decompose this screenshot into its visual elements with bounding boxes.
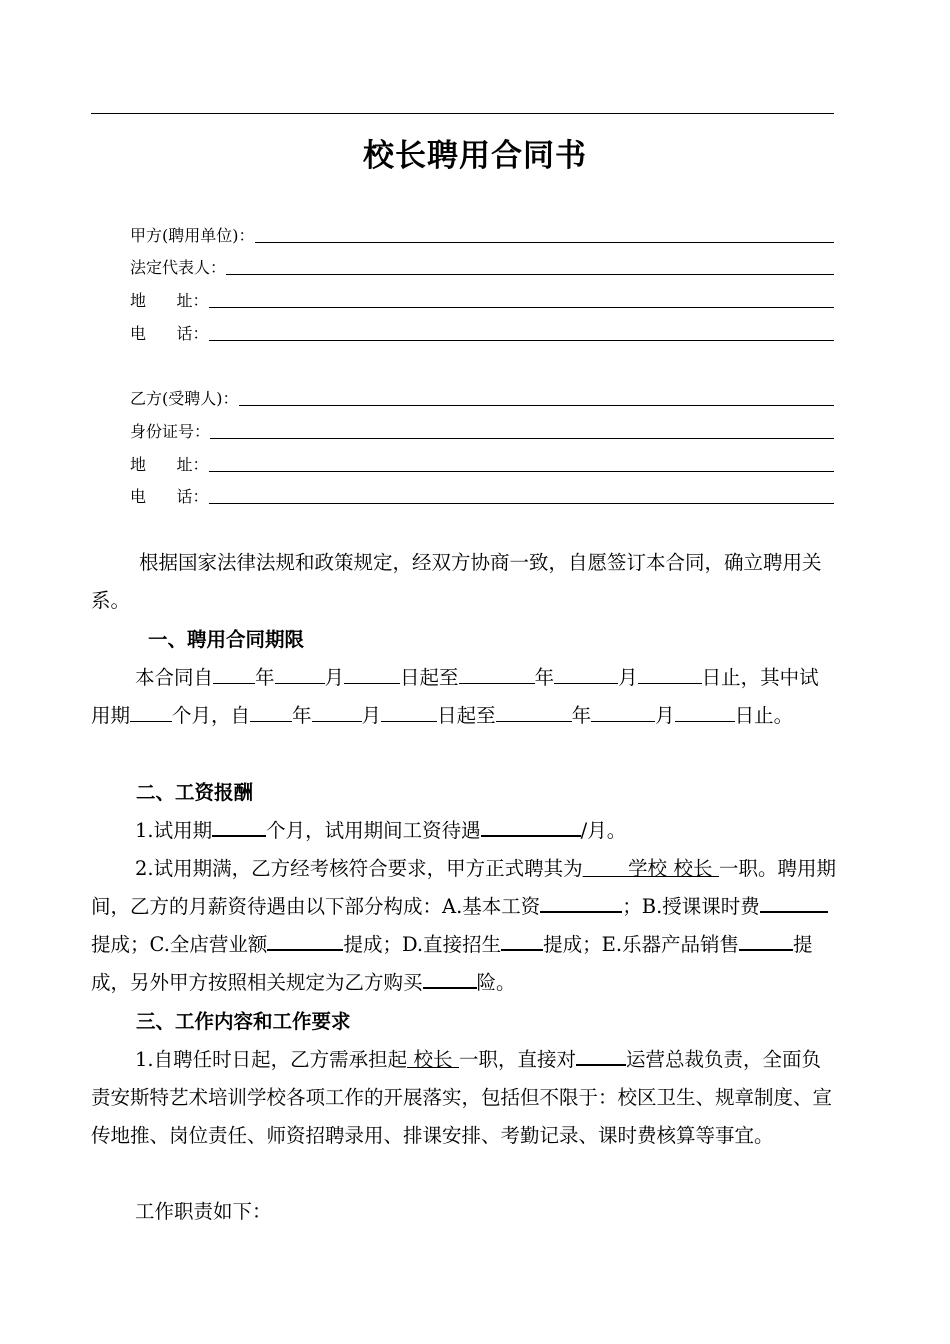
text: 日止，其 xyxy=(701,666,780,689)
party-a-phone-label: 电 话： xyxy=(130,324,209,343)
party-b-address-line[interactable] xyxy=(209,471,834,472)
text: 年 xyxy=(534,666,555,689)
text: 提成；E.乐器产品销售 xyxy=(543,933,740,956)
blank[interactable] xyxy=(212,817,266,837)
blank[interactable] xyxy=(675,703,735,722)
blank[interactable] xyxy=(130,703,172,722)
party-a-address-line[interactable] xyxy=(209,307,834,308)
party-a-address-field[interactable] xyxy=(130,286,834,310)
party-a-unit-field[interactable] xyxy=(130,221,834,245)
top-rule xyxy=(91,113,834,114)
party-b-id-field[interactable] xyxy=(130,417,834,441)
party-a-address-label: 地 址： xyxy=(130,291,209,310)
section-2-heading: 二、工资报酬 xyxy=(136,781,254,804)
text: 年 xyxy=(292,704,312,727)
party-a-unit-label: 甲方(聘用单位)： xyxy=(130,226,255,245)
blank[interactable] xyxy=(267,931,343,951)
post-text: 校长 xyxy=(413,1048,453,1071)
text: 一职，直接对 xyxy=(459,1048,577,1071)
party-a-rep-label: 法定代表人： xyxy=(130,258,227,277)
blank[interactable] xyxy=(213,665,255,684)
document-title: 校长聘用合同书 xyxy=(363,138,587,174)
party-b-phone-line[interactable] xyxy=(209,503,834,504)
post-field[interactable] xyxy=(667,857,719,880)
party-a-unit-line[interactable] xyxy=(255,242,835,243)
text: 运营总裁负责，全面负责安斯特艺术培训学校各项工作的开展落实，包括但不限于：校区卫生、规章制度、宣传地推、岗位责任、师资招聘录用、排课安排、考勤记录、课时费核算等事宜。 xyxy=(91,1048,833,1147)
blank[interactable] xyxy=(312,703,362,722)
blank[interactable] xyxy=(739,931,793,951)
blank[interactable] xyxy=(423,969,477,989)
party-b-phone-field[interactable] xyxy=(130,482,834,506)
section-1-heading: 一、聘用合同期限 xyxy=(148,628,305,651)
party-b-address-label: 地 址： xyxy=(130,455,209,474)
text: 提成；C.全店营业额 xyxy=(91,933,268,956)
text: 中试用期 xyxy=(91,666,819,727)
text: 日起至 xyxy=(400,666,459,689)
section-3-heading: 三、工作内容和工作要求 xyxy=(136,1010,351,1033)
text: 本合同自 xyxy=(135,666,214,689)
text: 日起至 xyxy=(437,704,496,727)
party-a-rep-field[interactable] xyxy=(130,253,834,277)
text: 个月，自 xyxy=(172,704,251,727)
blank[interactable] xyxy=(381,703,437,722)
text: 年 xyxy=(255,666,275,689)
text: 一职。聘用期间，乙方的月薪资待遇由以下部分构成：A.基本工资 xyxy=(91,857,836,918)
duties-intro: 工作职责如下： xyxy=(135,1200,272,1223)
party-b-id-line[interactable] xyxy=(210,438,834,439)
blank[interactable] xyxy=(501,931,543,951)
post-field[interactable] xyxy=(407,1048,459,1071)
party-b-id-label: 身份证号： xyxy=(130,422,211,441)
text: 月 xyxy=(361,704,382,727)
party-b-phone-label: 电 话： xyxy=(130,487,209,506)
party-b-name-line[interactable] xyxy=(239,405,835,406)
blank[interactable] xyxy=(344,665,400,684)
party-a-phone-field[interactable] xyxy=(130,319,834,343)
section-3-item-1 xyxy=(91,1041,836,1155)
section-2-item-1 xyxy=(91,812,836,850)
text: 提成，另外甲方按照相关规定为乙方购买 xyxy=(91,933,813,994)
blank[interactable] xyxy=(275,665,325,684)
text: /月。 xyxy=(580,819,627,842)
text: 月 xyxy=(655,704,675,727)
text: 提成；D.直接招生 xyxy=(343,933,502,956)
text: 年 xyxy=(571,704,592,727)
party-b-name-label: 乙方(受聘人)： xyxy=(130,389,239,408)
text: 险。 xyxy=(476,971,516,994)
party-b-address-field[interactable] xyxy=(130,450,834,474)
school-field[interactable] xyxy=(583,857,667,880)
text: ；B.授课课时费 xyxy=(622,895,760,918)
text: 月 xyxy=(324,666,345,689)
blank[interactable] xyxy=(459,665,535,684)
blank[interactable] xyxy=(576,1046,626,1066)
text: 1.试用期 xyxy=(135,819,213,842)
blank[interactable] xyxy=(591,703,655,722)
text: 个月，试用期间工资待遇 xyxy=(266,819,481,842)
text: 2.试用期满，乙方经考核符合要求，甲方正式聘其为 xyxy=(135,857,583,880)
blank[interactable] xyxy=(250,703,292,722)
text: 日止。 xyxy=(734,704,794,727)
text: 1.自聘任时日起，乙方需承担起 xyxy=(135,1048,408,1071)
school-text: 学校 xyxy=(628,857,668,880)
blank[interactable] xyxy=(760,893,828,913)
blank[interactable] xyxy=(540,893,622,913)
party-b-name-field[interactable] xyxy=(130,384,834,408)
party-a-rep-line[interactable] xyxy=(226,274,834,275)
blank[interactable] xyxy=(638,665,702,684)
section-1-paragraph xyxy=(91,659,836,735)
text: 月 xyxy=(618,666,638,689)
intro-paragraph: 根据国家法律法规和政策规定，经双方协商一致，自愿签订本合同，确立聘用关系。 xyxy=(91,551,822,612)
blank[interactable] xyxy=(481,817,581,837)
blank[interactable] xyxy=(496,703,572,722)
section-2-item-2 xyxy=(91,850,836,1002)
party-a-phone-line[interactable] xyxy=(209,340,834,341)
post-text: 校长 xyxy=(673,857,713,880)
blank[interactable] xyxy=(554,665,618,684)
